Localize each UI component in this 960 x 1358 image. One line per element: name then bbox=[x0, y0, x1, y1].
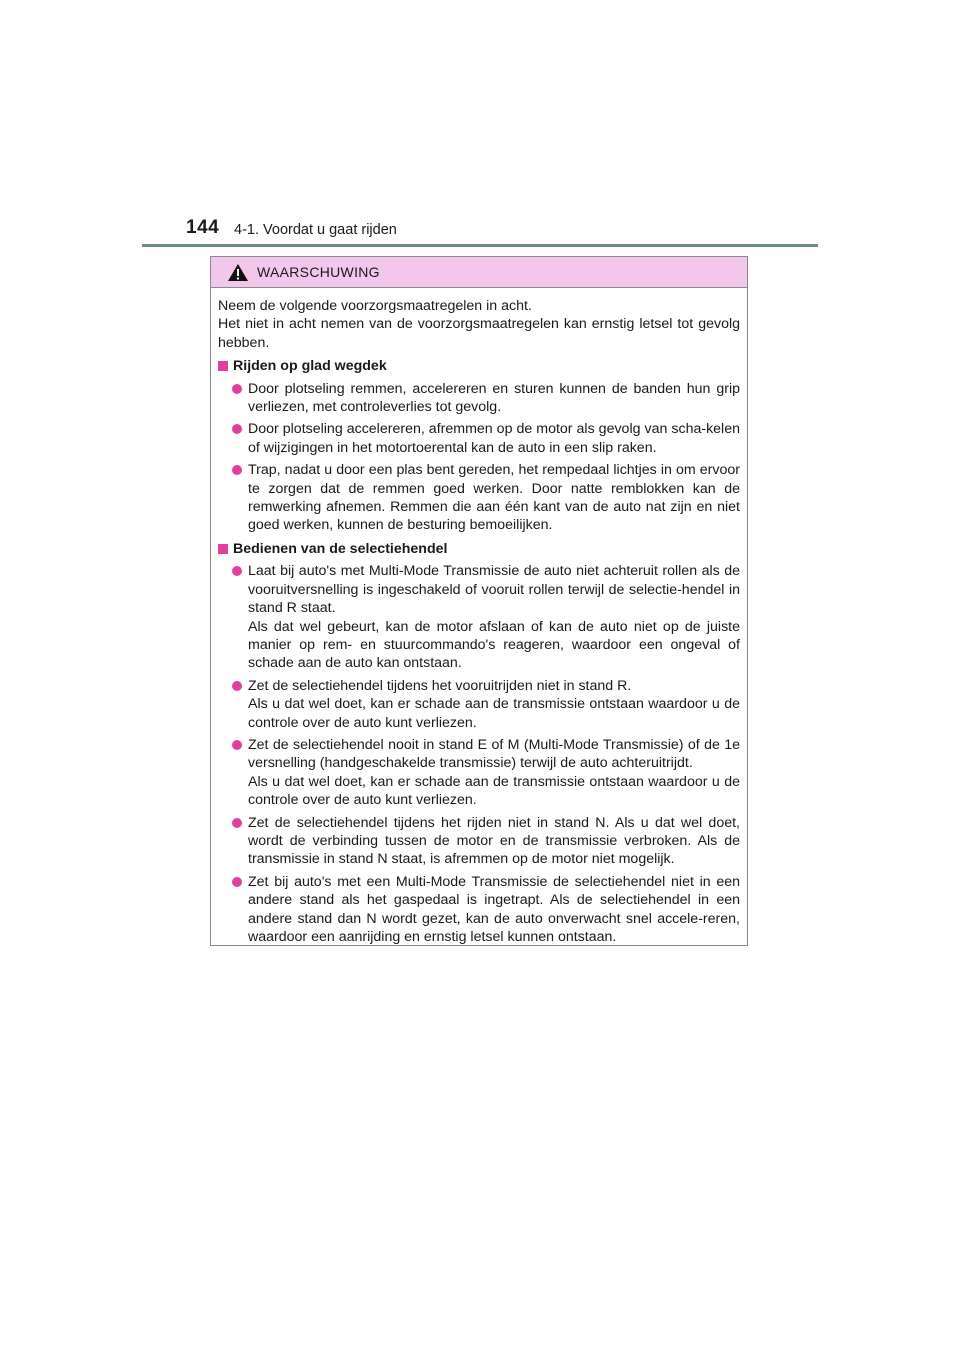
bullet-dot-icon bbox=[232, 740, 242, 750]
section-heading bbox=[218, 540, 740, 558]
bullet-text: Zet bij auto's met een Multi-Mode Transmissie de selectiehendel niet in een andere stand als het gaspedaal is ingetrapt. Als de selectiehendel in een andere stand dan N wordt gezet, kan de auto onverwacht snel accele-reren, waardoor een aanrijding en ernstig letsel kunnen ontstaan. bbox=[248, 873, 740, 945]
warning-intro bbox=[218, 297, 740, 352]
section-heading bbox=[218, 357, 740, 375]
bullet-dot-icon bbox=[232, 566, 242, 576]
bullet-text: Door plotseling remmen, accelereren en sturen kunnen de banden hun grip verliezen, met controleverlies tot gevolg. bbox=[248, 380, 740, 416]
bullet-dot-icon bbox=[232, 681, 242, 691]
bullet-dot-icon bbox=[232, 384, 242, 394]
page-number: 144 bbox=[186, 217, 220, 238]
bullet-text: Door plotseling accelereren, afremmen op de motor als gevolg van scha-kelen of wijzigingen in het motortoerental kan de auto in een slip raken. bbox=[248, 421, 740, 456]
list-item bbox=[218, 873, 740, 947]
section-title: 4-1. Voordat u gaat rijden bbox=[234, 222, 397, 238]
square-bullet-icon bbox=[218, 361, 228, 371]
bullet-text: Laat bij auto's met Multi-Mode Transmissie de auto niet achteruit rollen als de vooruitversnelling is ingeschakeld of vooruit rollen terwijl de selectie-hendel in stand R staat. bbox=[248, 563, 740, 617]
bullet-text: Trap, nadat u door een plas bent gereden, het rempedaal lichtjes in om ervoor te zorgen dat de remmen goed werken. Door natte remblokken kan de remwerking afnemen. Remmen die aan één kant van de auto nat zijn en niet goed werken, kunnen de besturing bemoeilijken. bbox=[248, 462, 740, 534]
list-item bbox=[218, 677, 740, 732]
bullet-text: Zet de selectiehendel tijdens het vooruitrijden niet in stand R. bbox=[248, 677, 632, 694]
list-item bbox=[218, 814, 740, 869]
bullet-dot-icon bbox=[232, 818, 242, 828]
section-heading-label: Bedienen van de selectiehendel bbox=[233, 540, 448, 557]
bullet-text: Als u dat wel doet, kan er schade aan de transmissie ontstaan waardoor u de controle over de auto kunt verliezen. bbox=[248, 696, 740, 731]
bullet-dot-icon bbox=[232, 877, 242, 887]
bullet-text: Als u dat wel doet, kan er schade aan de transmissie ontstaan waardoor u de controle over de auto kunt verliezen. bbox=[248, 773, 740, 809]
bullet-text: Zet de selectiehendel nooit in stand E of M (Multi-Mode Transmissie) of de 1e versnelling (handgeschakelde transmissie) terwijl de auto achteruitrijdt. bbox=[248, 736, 740, 772]
square-bullet-icon bbox=[218, 544, 228, 554]
bullet-text: Zet de selectiehendel tijdens het rijden niet in stand N. Als u dat wel doet, wordt de verbinding tussen de motor en de transmissie verbroken. Als de transmissie in stand N staat, is afremmen op de motor niet mogelijk. bbox=[248, 814, 740, 868]
warning-title: WAARSCHUWING bbox=[257, 264, 380, 280]
list-item bbox=[218, 562, 740, 672]
list-item bbox=[218, 461, 740, 535]
warning-box bbox=[210, 256, 748, 946]
list-item bbox=[218, 380, 740, 417]
warning-body bbox=[211, 288, 747, 946]
list-item bbox=[218, 420, 740, 457]
intro-line: Het niet in acht nemen van de voorzorgsmaatregelen kan ernstig letsel tot gevolg hebben. bbox=[218, 316, 740, 351]
section-heading-label: Rijden op glad wegdek bbox=[233, 358, 387, 375]
bullet-dot-icon bbox=[232, 424, 242, 434]
warning-triangle-icon bbox=[227, 263, 249, 282]
bullet-dot-icon bbox=[232, 465, 242, 475]
warning-header bbox=[211, 257, 747, 288]
list-item bbox=[218, 736, 740, 810]
intro-line: Neem de volgende voorzorgsmaatregelen in acht. bbox=[218, 298, 532, 314]
header-rule bbox=[142, 244, 818, 247]
bullet-text: Als dat wel gebeurt, kan de motor afslaan of kan de auto niet op de juiste manier op rem- en stuurcommando's reageren, waardoor een ongeval of schade aan de auto kan ontstaan. bbox=[248, 618, 740, 672]
